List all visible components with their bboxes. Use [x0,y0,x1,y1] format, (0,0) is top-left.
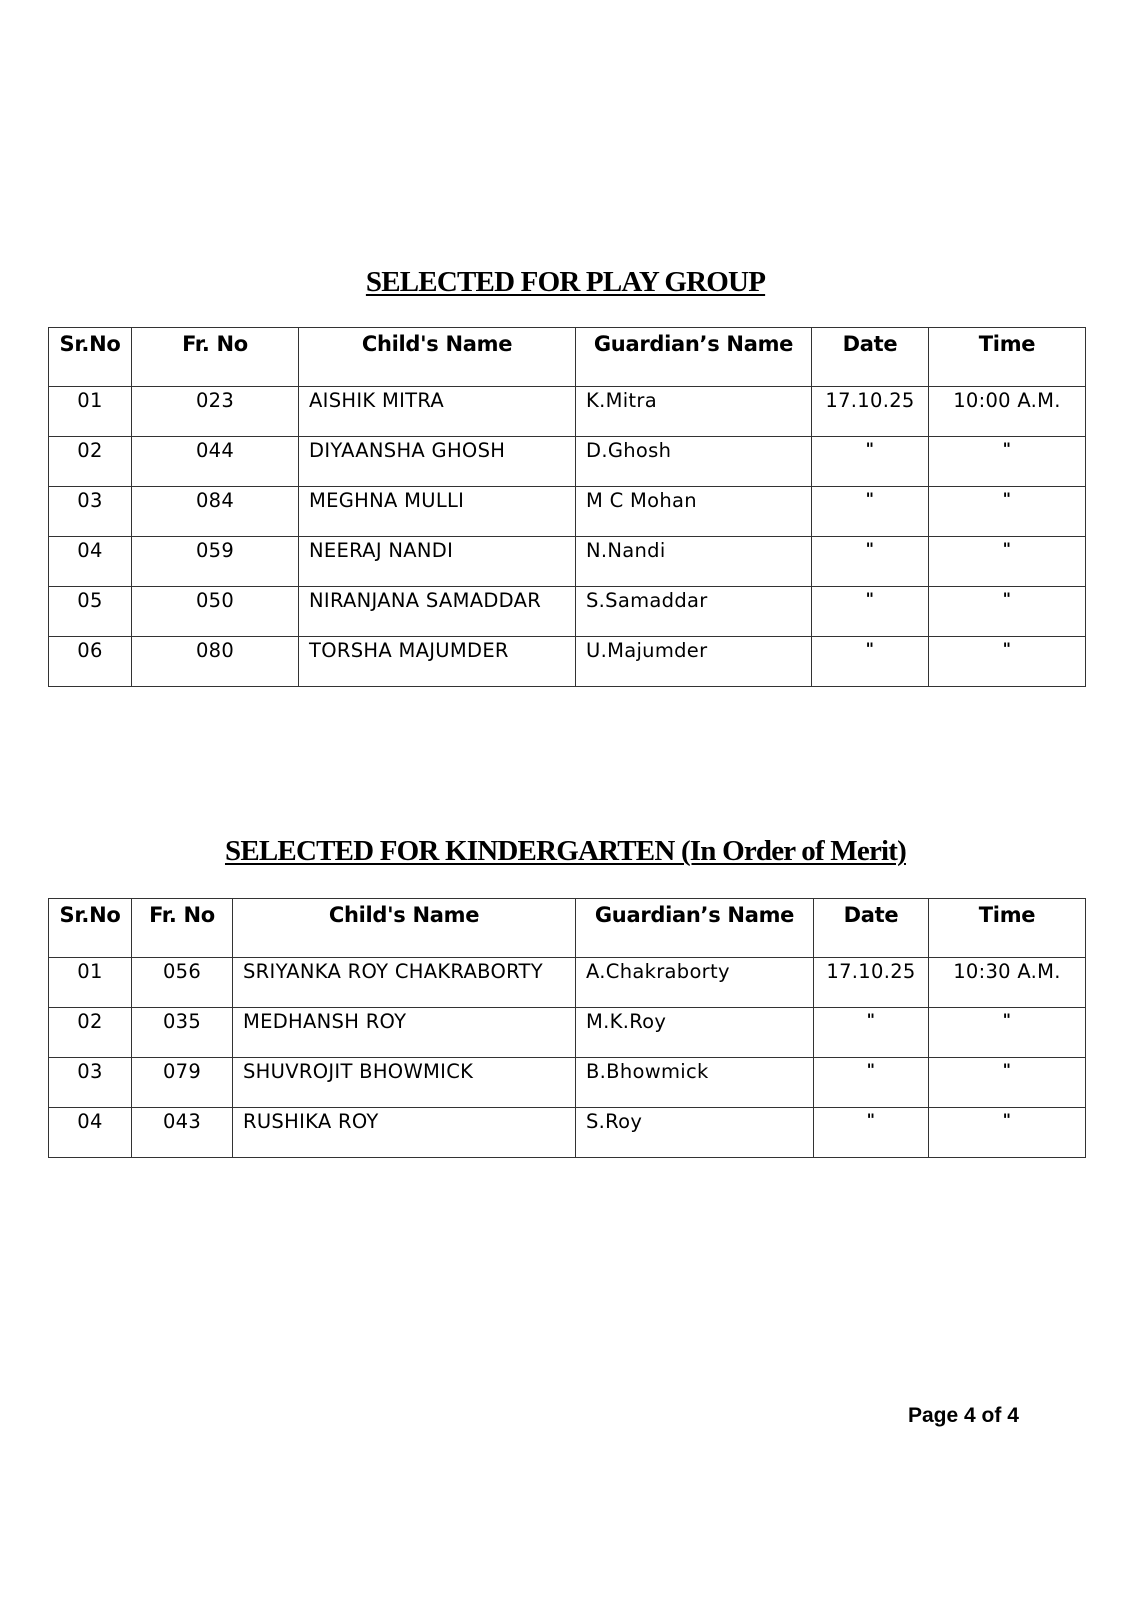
cell-date: " [812,437,929,487]
cell-time: " [929,1058,1086,1108]
kindergarten-title: SELECTED FOR KINDERGARTEN (In Order of Merit) [224,835,906,867]
cell-sr-no: 02 [49,1008,132,1058]
cell-guardian-name: S.Roy [576,1108,814,1158]
cell-time: " [929,587,1086,637]
header-time: Time [929,328,1086,387]
cell-time: " [929,1008,1086,1058]
cell-date: " [812,587,929,637]
table-row [49,437,1086,487]
cell-date: " [812,637,929,687]
header-date: Date [812,328,929,387]
table-header-row [49,899,1086,958]
table-row [49,587,1086,637]
cell-child-name: NIRANJANA SAMADDAR [299,587,576,637]
table-row [49,1108,1086,1158]
table-row [49,637,1086,687]
cell-child-name: MEDHANSH ROY [233,1008,576,1058]
cell-child-name: RUSHIKA ROY [233,1108,576,1158]
header-child-name: Child's Name [299,328,576,387]
cell-child-name: AISHIK MITRA [299,387,576,437]
cell-fr-no: 056 [132,958,233,1008]
header-guardian-name: Guardian’s Name [576,328,812,387]
table-row [49,537,1086,587]
cell-date: " [814,1108,929,1158]
cell-sr-no: 04 [49,1108,132,1158]
cell-guardian-name: M.K.Roy [576,1008,814,1058]
cell-fr-no: 023 [132,387,299,437]
header-fr-no: Fr. No [132,899,233,958]
header-child-name: Child's Name [233,899,576,958]
cell-time: " [929,537,1086,587]
cell-date: " [814,1058,929,1108]
cell-child-name: MEGHNA MULLI [299,487,576,537]
cell-child-name: NEERAJ NANDI [299,537,576,587]
cell-guardian-name: D.Ghosh [576,437,812,487]
cell-child-name: SRIYANKA ROY CHAKRABORTY [233,958,576,1008]
cell-sr-no: 06 [49,637,132,687]
header-sr-no: Sr.No [49,328,132,387]
cell-time: 10:00 A.M. [929,387,1086,437]
header-guardian-name: Guardian’s Name [576,899,814,958]
cell-guardian-name: A.Chakraborty [576,958,814,1008]
cell-fr-no: 035 [132,1008,233,1058]
cell-fr-no: 050 [132,587,299,637]
table-row [49,1008,1086,1058]
cell-guardian-name: U.Majumder [576,637,812,687]
cell-child-name: TORSHA MAJUMDER [299,637,576,687]
cell-sr-no: 03 [49,487,132,537]
cell-child-name: SHUVROJIT BHOWMICK [233,1058,576,1108]
play-group-table [48,327,1086,687]
header-time: Time [929,899,1086,958]
cell-date: " [812,537,929,587]
cell-time: 10:30 A.M. [929,958,1086,1008]
header-date: Date [814,899,929,958]
cell-date: 17.10.25 [814,958,929,1008]
cell-sr-no: 01 [49,958,132,1008]
cell-time: " [929,437,1086,487]
cell-guardian-name: B.Bhowmick [576,1058,814,1108]
play-group-title: SELECTED FOR PLAY GROUP [365,266,766,298]
cell-date: 17.10.25 [812,387,929,437]
cell-fr-no: 079 [132,1058,233,1108]
cell-guardian-name: N.Nandi [576,537,812,587]
cell-time: " [929,487,1086,537]
cell-date: " [814,1008,929,1058]
cell-sr-no: 03 [49,1058,132,1108]
cell-fr-no: 044 [132,437,299,487]
cell-sr-no: 04 [49,537,132,587]
cell-guardian-name: M C Mohan [576,487,812,537]
table-header-row [49,328,1086,387]
cell-sr-no: 01 [49,387,132,437]
cell-child-name: DIYAANSHA GHOSH [299,437,576,487]
cell-guardian-name: K.Mitra [576,387,812,437]
cell-sr-no: 02 [49,437,132,487]
header-fr-no: Fr. No [132,328,299,387]
cell-fr-no: 059 [132,537,299,587]
kindergarten-table [48,898,1086,1158]
cell-date: " [812,487,929,537]
table-row [49,958,1086,1008]
cell-time: " [929,637,1086,687]
cell-sr-no: 05 [49,587,132,637]
page-number: Page 4 of 4 [908,1404,1019,1427]
cell-time: " [929,1108,1086,1158]
cell-guardian-name: S.Samaddar [576,587,812,637]
cell-fr-no: 084 [132,487,299,537]
cell-fr-no: 043 [132,1108,233,1158]
header-sr-no: Sr.No [49,899,132,958]
table-row [49,387,1086,437]
table-row [49,1058,1086,1108]
table-row [49,487,1086,537]
cell-fr-no: 080 [132,637,299,687]
